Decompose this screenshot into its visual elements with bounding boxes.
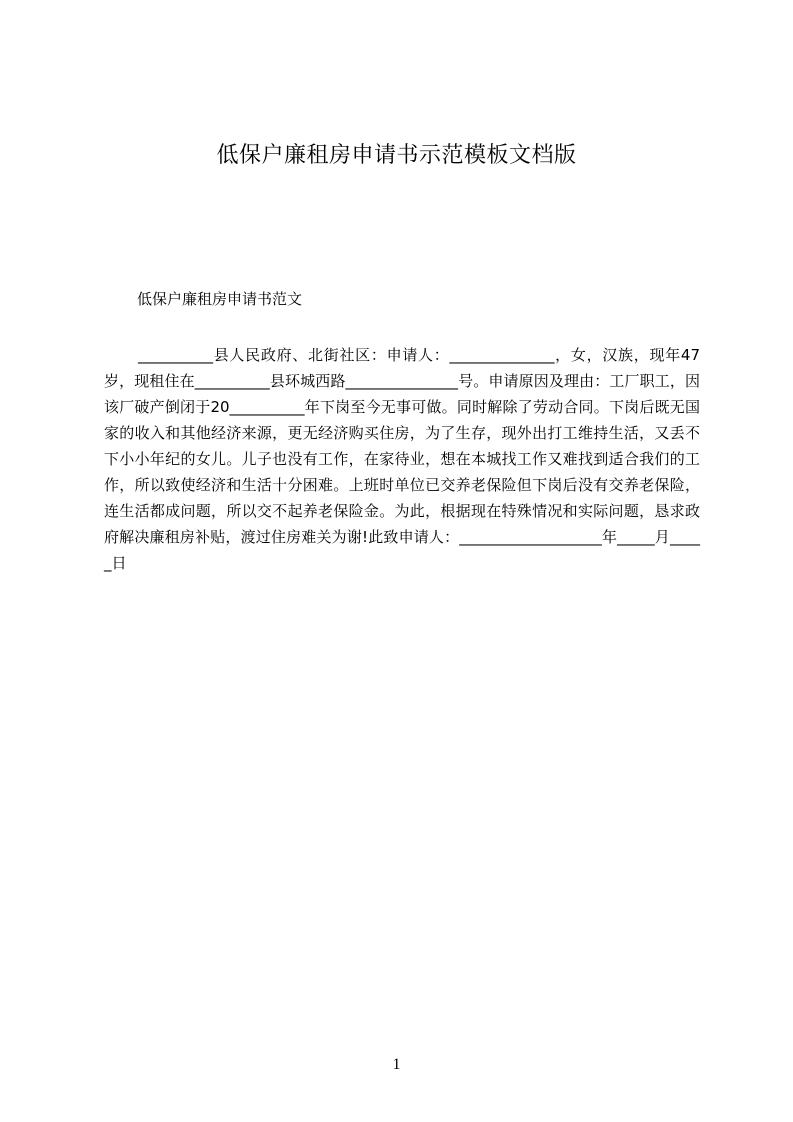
document-subtitle: 低保户廉租房申请书范文 [137, 290, 303, 308]
page-title: 低保户廉租房申请书示范模板文档版 [216, 143, 577, 168]
page-number: 1 [392, 1056, 401, 1073]
body-paragraph: __________县人民政府、北街社区：申请人：______________，女，汉族，现年47岁，现租住在__________县环城西路_______________号。申请原因及理由：工厂职工，因该厂破产倒闭于20__________年下岗至今无事可做。同时解除了劳动合同。下岗后既无国家的收入和其他经济来源，更无经济购买住房，为了生存，现外出打工维持生活，又丢不下小小年纪的女儿。儿子也没有工作，在家待业，想在本城找工作又难找到适合我们的工作，所以致使经济和生活十分困难。上班时单位已交养老保险但下岗后没有交养老保险，连生活都成问题，所以交不起养老保险金。为此，根据现在特殊情况和实际问题，恳求政府解决廉租房补贴，渡过住房难关为谢!此致申请人：___________________年_____月_____日 [104, 346, 700, 572]
